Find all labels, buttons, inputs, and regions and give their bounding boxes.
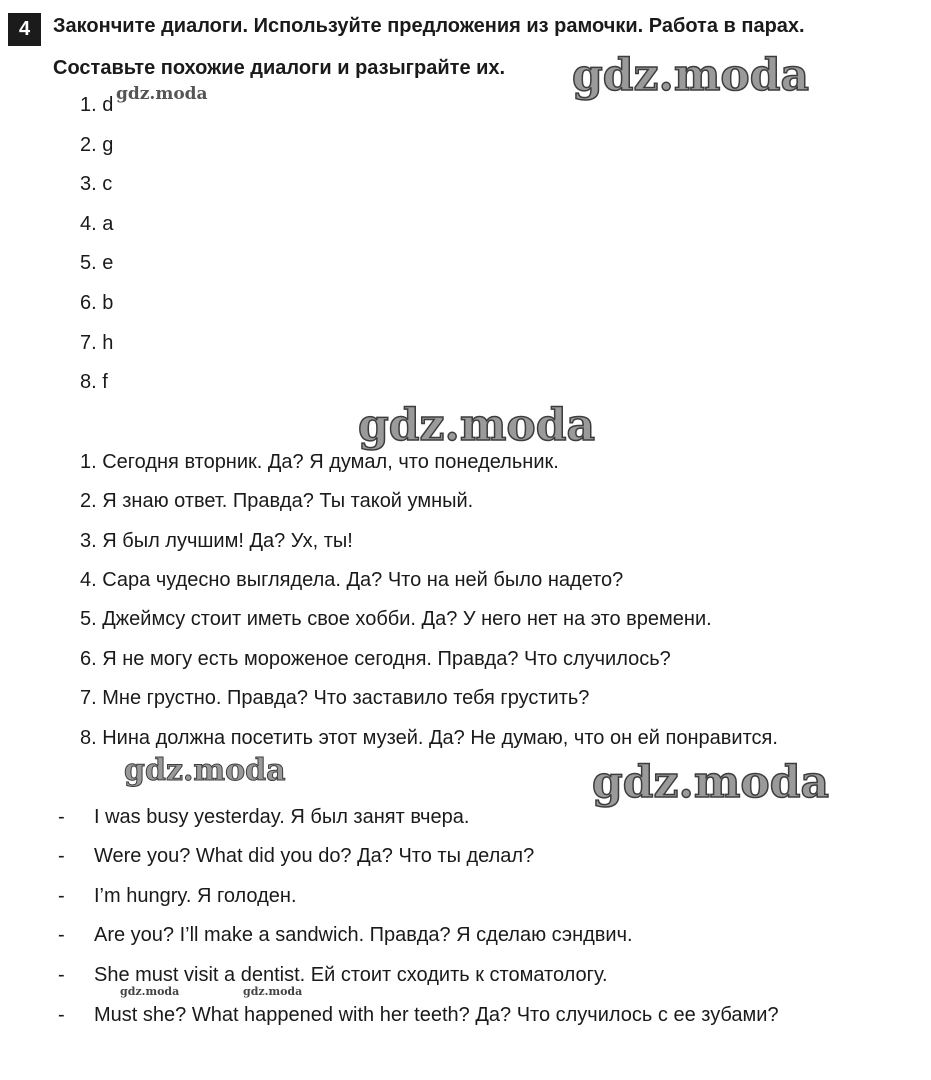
dialogue-line [58,884,297,908]
watermark: gdz.moda [124,753,286,788]
watermark: gdz.moda [120,985,180,998]
dialogue-line [58,963,608,987]
watermark: gdz.moda [572,50,810,101]
dialogue-text: Must she? What happened with her teeth? Да? Что случилось с ее зубами? [94,1004,779,1026]
dialogue-text: I was busy yesterday. Я был занят вчера. [94,806,470,828]
answer-item: 7. h [80,332,114,354]
dash-marker: - [58,964,65,986]
translation-item: 1. Сегодня вторник. Да? Я думал, что понедельник. [80,451,559,473]
watermark: gdz.moda [592,757,830,808]
answer-item: 5. e [80,252,114,274]
dialogue-line [58,1003,779,1027]
answer-item: 4. a [80,213,114,235]
dialogue-text: Were you? What did you do? Да? Что ты делал? [94,845,535,867]
watermark: gdz.moda [243,985,303,998]
answer-item: 3. c [80,173,113,195]
translation-item: 2. Я знаю ответ. Правда? Ты такой умный. [80,490,474,512]
dash-marker: - [58,1004,65,1026]
dash-marker: - [58,806,65,828]
dash-marker: - [58,924,65,946]
dialogue-line [58,844,534,868]
dialogue-text: She must visit a dentist. Ей стоит сходить к стоматологу. [94,964,608,986]
translation-item: 6. Я не могу есть мороженое сегодня. Правда? Что случилось? [80,648,671,670]
answer-item: 1. d [80,94,114,116]
translation-item: 4. Сара чудесно выглядела. Да? Что на ней было надето? [80,569,624,591]
translation-item: 8. Нина должна посетить этот музей. Да? Не думаю, что он ей понравится. [80,727,778,749]
answer-item: 8. f [80,371,108,393]
task-number-badge: 4 [8,13,41,46]
dialogue-line [58,923,633,947]
task-instruction-line-2: Составьте похожие диалоги и разыграйте их. [53,57,506,79]
translation-item: 5. Джеймсу стоит иметь свое хобби. Да? У него нет на это времени. [80,608,712,630]
dialogue-text: I’m hungry. Я голоден. [94,885,297,907]
dash-marker: - [58,845,65,867]
watermark: gdz.moda [358,400,596,451]
dash-marker: - [58,885,65,907]
watermark: gdz.moda [116,84,208,104]
dialogue-text: Are you? I’ll make a sandwich. Правда? Я сделаю сэндвич. [94,924,633,946]
answer-item: 6. b [80,292,114,314]
answer-item: 2. g [80,134,114,156]
task-instruction-line-1: Закончите диалоги. Используйте предложения из рамочки. Работа в парах. [53,15,805,37]
translation-item: 3. Я был лучшим! Да? Ух, ты! [80,530,353,552]
translation-item: 7. Мне грустно. Правда? Что заставило тебя грустить? [80,687,590,709]
dialogue-line [58,805,469,829]
